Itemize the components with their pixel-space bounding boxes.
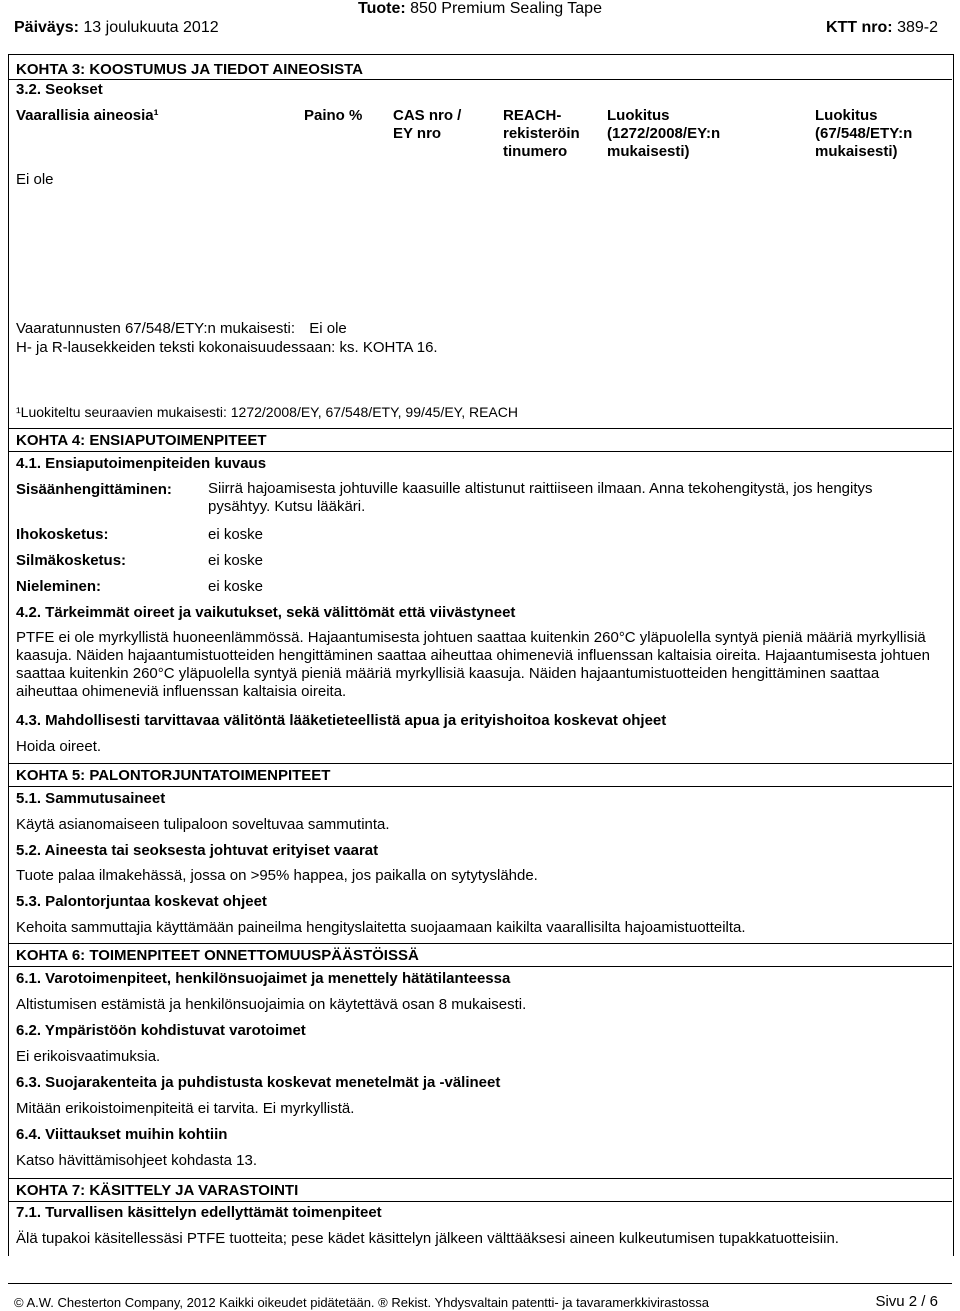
date-label: Päiväys: bbox=[14, 19, 79, 36]
section64-text: Katso hävittämisohjeet kohdasta 13. bbox=[16, 1152, 257, 1169]
eye-contact-label: Silmäkosketus: bbox=[16, 552, 127, 569]
section5-top-divider bbox=[8, 763, 952, 764]
ktt-value: 389-2 bbox=[897, 19, 938, 36]
section3-divider bbox=[8, 79, 952, 80]
eye-contact-text: ei koske bbox=[208, 552, 264, 569]
section71-title: 7.1. Turvallisen käsittelyn edellyttämät toimenpiteet bbox=[16, 1204, 382, 1221]
section7-divider bbox=[8, 1201, 952, 1202]
section3-title: KOHTA 3: KOOSTUMUS JA TIEDOT AINEOSISTA bbox=[16, 61, 363, 78]
inhalation-text: Siirrä hajoamisesta johtuville kaasuille altistunut raittiiseen ilmaan. Anna tekohengitystä, jos hengitys pysähtyy. Kutsu lääkäri. bbox=[208, 480, 873, 515]
col-clp-line1: Luokitus bbox=[607, 107, 670, 124]
section5-title: KOHTA 5: PALONTORJUNTATOIMENPITEET bbox=[16, 767, 331, 784]
section61-text: Altistumisen estämistä ja henkilönsuojaimia on käytettävä osan 8 mukaisesti. bbox=[16, 996, 527, 1013]
product-label: Tuote: bbox=[358, 0, 406, 17]
ingestion-label: Nieleminen: bbox=[16, 578, 102, 595]
section3-subtitle: 3.2. Seokset bbox=[16, 81, 103, 98]
section63-title: 6.3. Suojarakenteita ja puhdistusta koskevat menetelmät ja -välineet bbox=[16, 1074, 501, 1091]
skin-contact-text: ei koske bbox=[208, 526, 264, 543]
col-hazardous-components: Vaarallisia aineosia¹ bbox=[16, 107, 159, 124]
col-classification-clp bbox=[607, 107, 720, 161]
section43-title: 4.3. Mahdollisesti tarvittavaa välitöntä lääketieteellistä apua ja erityishoitoa koskevat ohjeet bbox=[16, 712, 667, 729]
col-classification-dsd bbox=[815, 107, 912, 161]
date-value: 13 joulukuuta 2012 bbox=[83, 19, 219, 36]
col-cas-line2: EY nro bbox=[393, 125, 442, 142]
section53-text: Kehoita sammuttajia käyttämään paineilma hengityslaitetta suojaamaan kaikilta vaarallisilta hajoamistuotteilta. bbox=[16, 919, 746, 936]
section6-divider bbox=[8, 966, 952, 967]
section62-title: 6.2. Ympäristöön kohdistuvat varotoimet bbox=[16, 1022, 306, 1039]
section62-text: Ei erikoisvaatimuksia. bbox=[16, 1048, 161, 1065]
section41-title: 4.1. Ensiaputoimenpiteiden kuvaus bbox=[16, 455, 267, 472]
ingestion-text: ei koske bbox=[208, 578, 264, 595]
section4-title: KOHTA 4: ENSIAPUTOIMENPITEET bbox=[16, 432, 267, 449]
document-header-row bbox=[14, 19, 938, 39]
components-none: Ei ole bbox=[16, 171, 54, 188]
hazard-symbols-value: Ei ole bbox=[309, 320, 347, 337]
section5-divider bbox=[8, 786, 952, 787]
ktt-label: KTT nro: bbox=[825, 19, 893, 36]
col-reach bbox=[503, 107, 580, 161]
hazard-symbols-line bbox=[16, 320, 347, 337]
ktt-field bbox=[826, 19, 938, 37]
section71-text: Älä tupakoi käsitellessäsi PTFE tuotteita; pese kädet käsittelyn jälkeen välttääksesi aineen kulkeutumisen tupakkatuotteisiin. bbox=[16, 1230, 839, 1247]
col-clp-line3: mukaisesti) bbox=[607, 143, 690, 160]
hazard-symbols-label: Vaaratunnusten 67/548/ETY:n mukaisesti: bbox=[16, 320, 296, 337]
col-reach-line2: rekisteröin bbox=[503, 125, 580, 142]
col-reach-line3: tinumero bbox=[503, 143, 568, 160]
section63-text: Mitään erikoistoimenpiteitä ei tarvita. Ei myrkyllistä. bbox=[16, 1100, 355, 1117]
section61-title: 6.1. Varotoimenpiteet, henkilönsuojaimet ja menettely hätätilanteessa bbox=[16, 970, 511, 987]
col-cas-ec bbox=[393, 107, 461, 143]
col-dsd-line3: mukaisesti) bbox=[815, 143, 898, 160]
section4-divider bbox=[8, 451, 952, 452]
col-cas-line1: CAS nro / bbox=[393, 107, 462, 124]
section42-title: 4.2. Tärkeimmät oireet ja vaikutukset, sekä välittömät että viivästyneet bbox=[16, 604, 516, 621]
col-weight-percent: Paino % bbox=[304, 107, 363, 124]
section7-top-divider bbox=[8, 1178, 952, 1179]
product-header bbox=[0, 0, 960, 18]
section64-title: 6.4. Viittaukset muihin kohtiin bbox=[16, 1126, 228, 1143]
col-dsd-line1: Luokitus bbox=[815, 107, 878, 124]
section4-top-divider bbox=[8, 428, 952, 429]
section6-top-divider bbox=[8, 943, 952, 944]
section51-title: 5.1. Sammutusaineet bbox=[16, 790, 166, 807]
footer-divider bbox=[8, 1283, 952, 1284]
skin-contact-label: Ihokosketus: bbox=[16, 526, 109, 543]
inhalation-label: Sisäänhengittäminen: bbox=[16, 481, 172, 498]
section51-text: Käytä asianomaiseen tulipaloon soveltuvaa sammutinta. bbox=[16, 816, 390, 833]
section52-title: 5.2. Aineesta tai seoksesta johtuvat erityiset vaarat bbox=[16, 842, 379, 859]
section52-text: Tuote palaa ilmakehässä, jossa on >95% happea, jos paikalla on sytytyslähde. bbox=[16, 867, 538, 884]
section53-title: 5.3. Palontorjuntaa koskevat ohjeet bbox=[16, 893, 267, 910]
date-field bbox=[14, 19, 219, 37]
col-dsd-line2: (67/548/ETY:n bbox=[815, 125, 913, 142]
footer-page-number: Sivu 2 / 6 bbox=[875, 1293, 938, 1310]
classification-footnote: ¹Luokiteltu seuraavien mukaisesti: 1272/2008/EY, 67/548/ETY, 99/45/EY, REACH bbox=[16, 404, 518, 420]
col-clp-line2: (1272/2008/EY:n bbox=[607, 125, 721, 142]
section7-title: KOHTA 7: KÄSITTELY JA VARASTOINTI bbox=[16, 1182, 299, 1199]
section42-text: PTFE ei ole myrkyllistä huoneenlämmössä. Hajaantumisesta johtuen saattaa kuitenkin 260°C yläpuolella syntyä pieniä määriä myrkyllisiä kaasuja. Näiden hajaantumistuotteiden hengittäminen saattaa aiheuttaa ohimeneviä influenssan kaltaisia oireita. Hajaantumisesta johtuen saattaa kuitenkin 260°C yläpuolella syntyä pieniä määriä myrkyllisiä kaasuja. Näiden hajaantumistuotteiden hengittäminen saattaa aiheuttaa ohimeneviä influenssan kaltaisia oireita. bbox=[16, 629, 930, 700]
section43-text: Hoida oireet. bbox=[16, 738, 102, 755]
product-name: 850 Premium Sealing Tape bbox=[410, 0, 602, 17]
h-r-phrases-text: H- ja R-lausekkeiden teksti kokonaisuudessaan: ks. KOHTA 16. bbox=[16, 339, 438, 356]
col-reach-line1: REACH- bbox=[503, 107, 562, 124]
section6-title: KOHTA 6: TOIMENPITEET ONNETTOMUUSPÄÄSTÖISSÄ bbox=[16, 947, 419, 964]
footer-copyright: © A.W. Chesterton Company, 2012 Kaikki oikeudet pidätetään. ® Rekist. Yhdysvaltain patentti- ja tavaramerkkivirastossa bbox=[14, 1295, 710, 1310]
